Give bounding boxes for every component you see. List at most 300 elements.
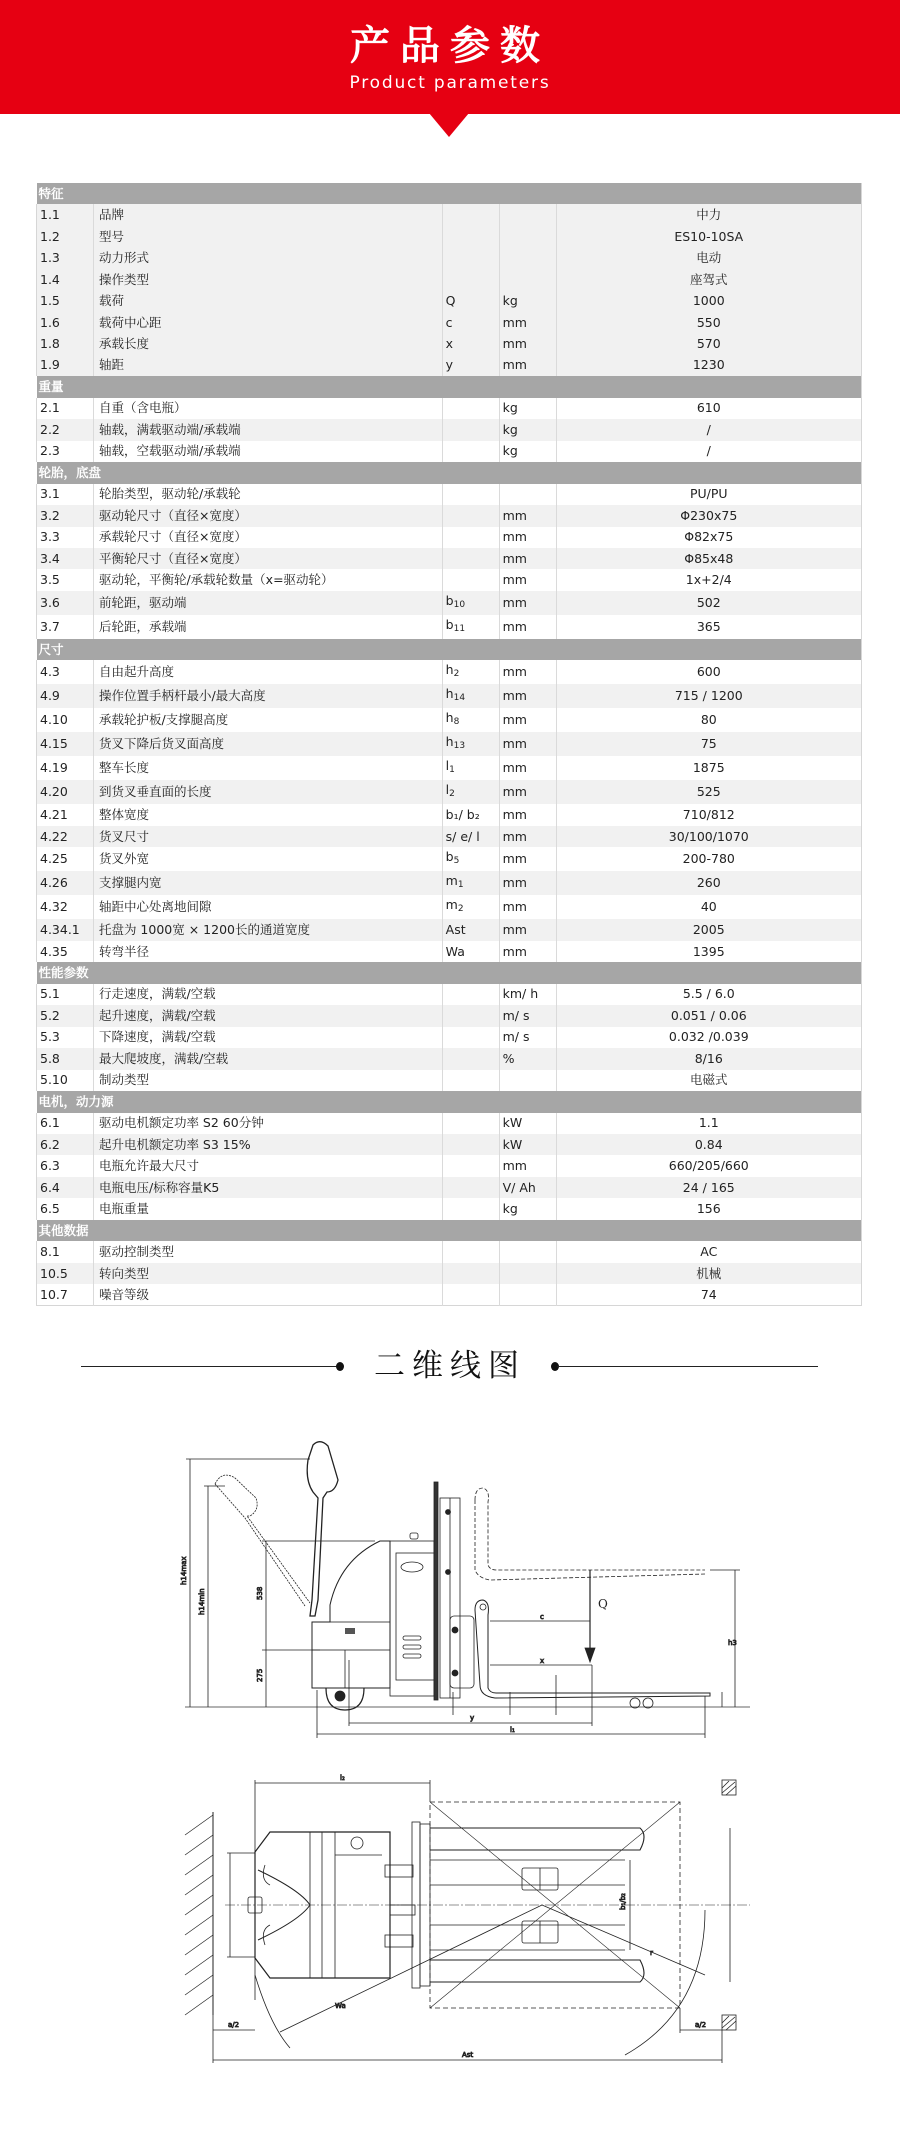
svg-text:h14min: h14min xyxy=(198,1588,206,1615)
symbol-base: l xyxy=(445,782,450,798)
row-symbol xyxy=(442,615,499,639)
row-number: 8.1 xyxy=(37,1241,94,1262)
row-value: 610 xyxy=(556,398,861,419)
row-symbol xyxy=(442,441,499,462)
row-symbol xyxy=(442,527,499,548)
row-number: 4.35 xyxy=(37,941,94,962)
divider-line-left xyxy=(81,1366,339,1367)
row-value: 机械 xyxy=(556,1263,861,1284)
row-symbol xyxy=(442,660,499,684)
row-item: 轴距 xyxy=(93,355,442,376)
table-row xyxy=(37,398,862,419)
svg-text:y: y xyxy=(470,1714,475,1722)
table-row xyxy=(37,1005,862,1026)
row-item: 货叉尺寸 xyxy=(93,826,442,847)
row-value: 502 xyxy=(556,591,861,615)
symbol-base: h xyxy=(445,710,454,726)
row-symbol xyxy=(442,1134,499,1155)
row-value: 5.5 / 6.0 xyxy=(556,984,861,1005)
section-title: 其他数据 xyxy=(37,1220,862,1241)
row-value: ES10-10SA xyxy=(556,226,861,247)
symbol-base: h xyxy=(445,734,454,750)
symbol-base: m xyxy=(445,897,458,913)
row-symbol xyxy=(442,1027,499,1048)
row-unit xyxy=(499,269,556,290)
row-number: 6.3 xyxy=(37,1155,94,1176)
row-symbol xyxy=(442,1155,499,1176)
section-title: 电机，动力源 xyxy=(37,1091,862,1112)
row-unit: mm xyxy=(499,847,556,871)
row-number: 4.25 xyxy=(37,847,94,871)
row-item: 行走速度，满载/空载 xyxy=(93,984,442,1005)
svg-text:c: c xyxy=(540,1613,544,1621)
row-item: 载荷 xyxy=(93,290,442,311)
table-row xyxy=(37,804,862,825)
row-unit: km/ h xyxy=(499,984,556,1005)
row-number: 4.26 xyxy=(37,871,94,895)
row-unit: m/ s xyxy=(499,1005,556,1026)
row-item: 轴距中心处离地间隙 xyxy=(93,895,442,919)
row-unit: mm xyxy=(499,780,556,804)
row-symbol xyxy=(442,708,499,732)
section-title: 性能参数 xyxy=(37,962,862,983)
row-item: 整体宽度 xyxy=(93,804,442,825)
row-number: 3.3 xyxy=(37,527,94,548)
symbol-subscript: 14 xyxy=(453,693,466,704)
row-unit: kg xyxy=(499,441,556,462)
row-unit: V/ Ah xyxy=(499,1177,556,1198)
row-item: 平衡轮尺寸（直径×宽度） xyxy=(93,548,442,569)
row-item: 轮胎类型，驱动轮/承载轮 xyxy=(93,484,442,505)
row-number: 6.1 xyxy=(37,1113,94,1134)
table-row xyxy=(37,1155,862,1176)
svg-text:h14max: h14max xyxy=(180,1556,188,1585)
table-row xyxy=(37,1113,862,1134)
table-row xyxy=(37,919,862,940)
row-symbol xyxy=(442,1263,499,1284)
table-row xyxy=(37,1284,862,1305)
row-value: 365 xyxy=(556,615,861,639)
row-value: 0.84 xyxy=(556,1134,861,1155)
row-number: 3.5 xyxy=(37,569,94,590)
row-item: 前轮距，驱动端 xyxy=(93,591,442,615)
row-unit: mm xyxy=(499,941,556,962)
table-row xyxy=(37,1070,862,1091)
row-symbol: x xyxy=(442,333,499,354)
row-unit xyxy=(499,1070,556,1091)
symbol-subscript: 10 xyxy=(453,599,466,610)
svg-text:Ast: Ast xyxy=(462,2051,474,2059)
row-symbol xyxy=(442,1070,499,1091)
svg-text:275: 275 xyxy=(256,1668,264,1682)
row-item: 驱动电机额定功率 S2 60分钟 xyxy=(93,1113,442,1134)
row-unit: mm xyxy=(499,333,556,354)
row-unit: mm xyxy=(499,548,556,569)
table-row xyxy=(37,355,862,376)
table-row xyxy=(37,312,862,333)
row-item: 承载长度 xyxy=(93,333,442,354)
symbol-base: b xyxy=(445,616,454,632)
row-symbol: y xyxy=(442,355,499,376)
symbol-subscript: 5 xyxy=(453,856,460,867)
table-row xyxy=(37,247,862,268)
table-row xyxy=(37,527,862,548)
row-number: 3.2 xyxy=(37,505,94,526)
row-value: 座驾式 xyxy=(556,269,861,290)
row-number: 4.20 xyxy=(37,780,94,804)
row-unit: mm xyxy=(499,312,556,333)
table-row xyxy=(37,1177,862,1198)
row-unit: mm xyxy=(499,569,556,590)
table-row xyxy=(37,591,862,615)
svg-text:r: r xyxy=(650,1949,653,1957)
divider-line-right xyxy=(557,1366,818,1367)
table-row xyxy=(37,290,862,311)
svg-text:Q: Q xyxy=(598,1597,608,1611)
row-symbol: Ast xyxy=(442,919,499,940)
row-unit: mm xyxy=(499,1155,556,1176)
row-symbol xyxy=(442,871,499,895)
svg-text:l₁: l₁ xyxy=(510,1726,515,1734)
row-number: 1.4 xyxy=(37,269,94,290)
row-unit: kg xyxy=(499,1198,556,1219)
row-unit: mm xyxy=(499,660,556,684)
table-row xyxy=(37,732,862,756)
table-row xyxy=(37,615,862,639)
row-value: 0.032 /0.039 xyxy=(556,1027,861,1048)
section-title: 特征 xyxy=(37,183,862,204)
page-subtitle: Product parameters xyxy=(349,73,551,93)
row-number: 4.34.1 xyxy=(37,919,94,940)
table-row xyxy=(37,847,862,871)
symbol-subscript: 8 xyxy=(453,717,460,728)
row-item: 轴载，空载驱动端/承载端 xyxy=(93,441,442,462)
row-symbol xyxy=(442,732,499,756)
row-number: 4.10 xyxy=(37,708,94,732)
row-value: AC xyxy=(556,1241,861,1262)
row-item: 型号 xyxy=(93,226,442,247)
row-item: 驱动轮，平衡轮/承载轮数量（x=驱动轮） xyxy=(93,569,442,590)
row-value: 1230 xyxy=(556,355,861,376)
row-symbol xyxy=(442,247,499,268)
row-value: 525 xyxy=(556,780,861,804)
row-value: Φ85x48 xyxy=(556,548,861,569)
row-item: 操作位置手柄杆最小/最大高度 xyxy=(93,684,442,708)
row-number: 3.1 xyxy=(37,484,94,505)
row-item: 自重（含电瓶） xyxy=(93,398,442,419)
drawing-section-title: 二维线图 xyxy=(374,1348,526,1384)
row-symbol xyxy=(442,269,499,290)
table-row xyxy=(37,1027,862,1048)
table-row xyxy=(37,269,862,290)
row-symbol xyxy=(442,780,499,804)
row-value: Φ230x75 xyxy=(556,505,861,526)
row-item: 动力形式 xyxy=(93,247,442,268)
table-row xyxy=(37,333,862,354)
row-number: 3.6 xyxy=(37,591,94,615)
row-item: 操作类型 xyxy=(93,269,442,290)
row-number: 10.5 xyxy=(37,1263,94,1284)
row-unit: mm xyxy=(499,527,556,548)
row-number: 5.3 xyxy=(37,1027,94,1048)
row-symbol: c xyxy=(442,312,499,333)
row-value: / xyxy=(556,419,861,440)
row-symbol: Q xyxy=(442,290,499,311)
row-symbol xyxy=(442,1113,499,1134)
section-header xyxy=(37,183,862,204)
top-view-drawing xyxy=(150,1740,750,2070)
row-symbol xyxy=(442,419,499,440)
row-unit: kW xyxy=(499,1113,556,1134)
row-symbol xyxy=(442,1048,499,1069)
svg-text:b₁/b₂: b₁/b₂ xyxy=(619,1893,627,1910)
row-value: 1x+2/4 xyxy=(556,569,861,590)
row-item: 起升速度，满载/空载 xyxy=(93,1005,442,1026)
table-row xyxy=(37,826,862,847)
row-number: 3.4 xyxy=(37,548,94,569)
row-value: 电动 xyxy=(556,247,861,268)
row-number: 4.15 xyxy=(37,732,94,756)
row-item: 制动类型 xyxy=(93,1070,442,1091)
row-item: 后轮距，承载端 xyxy=(93,615,442,639)
row-unit: mm xyxy=(499,708,556,732)
row-value: 0.051 / 0.06 xyxy=(556,1005,861,1026)
row-unit: % xyxy=(499,1048,556,1069)
row-number: 2.1 xyxy=(37,398,94,419)
row-number: 1.9 xyxy=(37,355,94,376)
row-symbol xyxy=(442,1005,499,1026)
section-header xyxy=(37,639,862,660)
row-value: 30/100/1070 xyxy=(556,826,861,847)
table-row xyxy=(37,441,862,462)
row-value: 570 xyxy=(556,333,861,354)
row-symbol xyxy=(442,1284,499,1305)
row-item: 驱动轮尺寸（直径×宽度） xyxy=(93,505,442,526)
row-unit xyxy=(499,1284,556,1305)
row-unit: mm xyxy=(499,591,556,615)
row-unit: mm xyxy=(499,919,556,940)
row-symbol xyxy=(442,895,499,919)
row-symbol xyxy=(442,505,499,526)
table-row xyxy=(37,1263,862,1284)
symbol-base: m xyxy=(445,873,458,889)
row-item: 电瓶重量 xyxy=(93,1198,442,1219)
row-value: 156 xyxy=(556,1198,861,1219)
table-row xyxy=(37,204,862,225)
table-row xyxy=(37,569,862,590)
row-item: 转弯半径 xyxy=(93,941,442,962)
spec-table xyxy=(36,183,862,1306)
table-row xyxy=(37,1048,862,1069)
symbol-base: b xyxy=(445,592,454,608)
symbol-subscript: 1 xyxy=(449,765,455,776)
row-number: 5.8 xyxy=(37,1048,94,1069)
section-title: 轮胎，底盘 xyxy=(37,462,862,483)
row-number: 2.3 xyxy=(37,441,94,462)
row-symbol xyxy=(442,1177,499,1198)
drawing-section-heading xyxy=(0,1340,900,1390)
row-symbol xyxy=(442,204,499,225)
row-value: 1000 xyxy=(556,290,861,311)
row-symbol xyxy=(442,1241,499,1262)
row-value: 电磁式 xyxy=(556,1070,861,1091)
row-unit: mm xyxy=(499,505,556,526)
symbol-subscript: 2 xyxy=(449,789,455,800)
row-value: 中力 xyxy=(556,204,861,225)
banner-pointer xyxy=(429,113,469,137)
row-unit xyxy=(499,1241,556,1262)
row-symbol: s/ e/ l xyxy=(442,826,499,847)
table-row xyxy=(37,895,862,919)
symbol-subscript: 1 xyxy=(457,880,464,891)
row-value: 24 / 165 xyxy=(556,1177,861,1198)
row-unit: mm xyxy=(499,871,556,895)
row-unit xyxy=(499,204,556,225)
row-value: 80 xyxy=(556,708,861,732)
row-symbol xyxy=(442,484,499,505)
table-row xyxy=(37,1241,862,1262)
symbol-base: h xyxy=(445,662,454,678)
row-number: 3.7 xyxy=(37,615,94,639)
row-item: 转向类型 xyxy=(93,1263,442,1284)
row-number: 1.2 xyxy=(37,226,94,247)
row-item: 支撑腿内宽 xyxy=(93,871,442,895)
row-number: 1.8 xyxy=(37,333,94,354)
table-row xyxy=(37,484,862,505)
row-value: 200-780 xyxy=(556,847,861,871)
row-symbol xyxy=(442,226,499,247)
row-unit: kg xyxy=(499,290,556,311)
symbol-base: h xyxy=(445,686,454,702)
row-number: 5.2 xyxy=(37,1005,94,1026)
row-number: 6.2 xyxy=(37,1134,94,1155)
row-item: 整车长度 xyxy=(93,756,442,780)
row-unit: mm xyxy=(499,895,556,919)
svg-text:538: 538 xyxy=(256,1586,264,1600)
svg-text:x: x xyxy=(540,1657,545,1665)
row-symbol xyxy=(442,847,499,871)
row-number: 4.22 xyxy=(37,826,94,847)
row-symbol xyxy=(442,591,499,615)
svg-text:a/2: a/2 xyxy=(695,2021,707,2029)
row-symbol xyxy=(442,1198,499,1219)
section-header xyxy=(37,1091,862,1112)
row-item: 品牌 xyxy=(93,204,442,225)
row-unit: kW xyxy=(499,1134,556,1155)
row-item: 起升电机额定功率 S3 15% xyxy=(93,1134,442,1155)
spec-table-body xyxy=(37,183,862,1306)
svg-text:a/2: a/2 xyxy=(228,2021,240,2029)
row-item: 承载轮尺寸（直径×宽度） xyxy=(93,527,442,548)
row-unit: mm xyxy=(499,756,556,780)
row-number: 6.5 xyxy=(37,1198,94,1219)
row-unit xyxy=(499,226,556,247)
table-row xyxy=(37,1134,862,1155)
row-item: 自由起升高度 xyxy=(93,660,442,684)
row-value: 715 / 1200 xyxy=(556,684,861,708)
row-symbol: b₁/ b₂ xyxy=(442,804,499,825)
row-unit: kg xyxy=(499,419,556,440)
header-banner xyxy=(0,0,900,114)
row-unit: mm xyxy=(499,826,556,847)
row-number: 4.21 xyxy=(37,804,94,825)
section-title: 重量 xyxy=(37,376,862,397)
row-number: 4.3 xyxy=(37,660,94,684)
row-number: 5.1 xyxy=(37,984,94,1005)
symbol-base: l xyxy=(445,758,450,774)
table-row xyxy=(37,871,862,895)
row-symbol xyxy=(442,569,499,590)
row-value: 8/16 xyxy=(556,1048,861,1069)
row-symbol xyxy=(442,756,499,780)
row-item: 托盘为 1000宽 × 1200长的通道宽度 xyxy=(93,919,442,940)
row-item: 载荷中心距 xyxy=(93,312,442,333)
symbol-subscript: 13 xyxy=(453,741,466,752)
row-unit xyxy=(499,1263,556,1284)
divider-dot-left xyxy=(336,1362,344,1371)
row-number: 1.3 xyxy=(37,247,94,268)
row-unit: mm xyxy=(499,355,556,376)
row-item: 货叉外宽 xyxy=(93,847,442,871)
row-unit: mm xyxy=(499,684,556,708)
row-value: 40 xyxy=(556,895,861,919)
row-unit xyxy=(499,484,556,505)
section-title: 尺寸 xyxy=(37,639,862,660)
page-title: 产品参数 xyxy=(350,23,550,69)
table-row xyxy=(37,660,862,684)
row-number: 6.4 xyxy=(37,1177,94,1198)
row-number: 2.2 xyxy=(37,419,94,440)
symbol-base: b xyxy=(445,849,454,865)
row-item: 最大爬坡度，满载/空载 xyxy=(93,1048,442,1069)
row-value: 660/205/660 xyxy=(556,1155,861,1176)
table-row xyxy=(37,548,862,569)
row-value: 710/812 xyxy=(556,804,861,825)
row-number: 4.19 xyxy=(37,756,94,780)
table-row xyxy=(37,226,862,247)
row-number: 10.7 xyxy=(37,1284,94,1305)
table-row xyxy=(37,1198,862,1219)
svg-text:l₂: l₂ xyxy=(340,1774,345,1782)
row-item: 到货叉垂直面的长度 xyxy=(93,780,442,804)
row-number: 4.9 xyxy=(37,684,94,708)
row-value: 75 xyxy=(556,732,861,756)
svg-text:Wa: Wa xyxy=(335,2002,346,2010)
row-item: 电瓶允许最大尺寸 xyxy=(93,1155,442,1176)
row-item: 电瓶电压/标称容量K5 xyxy=(93,1177,442,1198)
row-item: 承载轮护板/支撑腿高度 xyxy=(93,708,442,732)
row-value: Φ82x75 xyxy=(556,527,861,548)
section-header xyxy=(37,962,862,983)
row-number: 5.10 xyxy=(37,1070,94,1091)
row-value: PU/PU xyxy=(556,484,861,505)
row-unit: mm xyxy=(499,615,556,639)
table-row xyxy=(37,505,862,526)
row-number: 1.1 xyxy=(37,204,94,225)
table-row xyxy=(37,708,862,732)
row-unit: kg xyxy=(499,398,556,419)
row-value: 1395 xyxy=(556,941,861,962)
row-value: / xyxy=(556,441,861,462)
row-item: 货叉下降后货叉面高度 xyxy=(93,732,442,756)
row-unit: mm xyxy=(499,732,556,756)
symbol-subscript: 11 xyxy=(453,623,466,634)
table-row xyxy=(37,941,862,962)
row-value: 260 xyxy=(556,871,861,895)
row-item: 轴载，满载驱动端/承载端 xyxy=(93,419,442,440)
table-row xyxy=(37,984,862,1005)
row-value: 2005 xyxy=(556,919,861,940)
